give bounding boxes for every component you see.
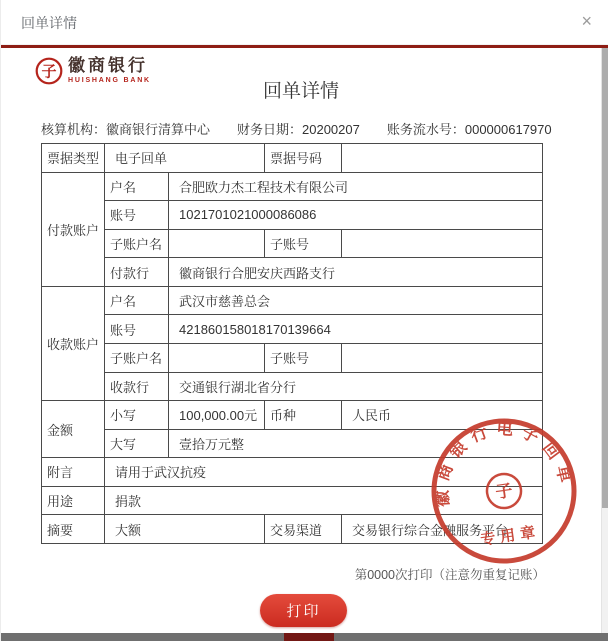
meta-serial-number: 账务流水号：000000617970 [386, 122, 552, 137]
bank-name-en: HUISHANG BANK [68, 77, 151, 84]
payee-group-label: 收款账户 [42, 286, 105, 400]
payee-account-label: 账号 [105, 315, 169, 344]
summary-label: 摘要 [42, 515, 105, 544]
payee-subaccount-value [342, 343, 543, 372]
header-accent-line [1, 45, 608, 48]
stamp-bottom-text: 专用章 [479, 523, 542, 549]
payer-subname-label: 子账户名 [105, 229, 169, 258]
payee-subname-label: 子账户名 [105, 343, 169, 372]
purpose-value: 捐款 [105, 486, 543, 515]
table-row [42, 229, 543, 258]
payee-bank-value: 交通银行湖北省分行 [169, 372, 543, 401]
stamp-arc-text: 徽商银行电子回单 [432, 419, 576, 508]
stamp-center-logo-icon: 子 [494, 480, 514, 503]
payee-name-value: 武汉市慈善总会 [169, 286, 543, 315]
payer-subaccount-label: 子账号 [265, 229, 342, 258]
print-count-note: 第0000次打印（注意勿重复记账） [354, 568, 545, 582]
table-row [42, 201, 543, 230]
print-button[interactable]: 打印 [260, 594, 347, 627]
channel-label: 交易渠道 [265, 515, 342, 544]
payee-name-label: 户名 [105, 286, 169, 315]
payer-subaccount-value [342, 229, 543, 258]
meta-finance-date: 财务日期：20200207 [237, 122, 360, 137]
meta-accounting-org: 核算机构：徽商银行清算中心 [41, 122, 211, 137]
payee-account-value: 421860158018170139664 [169, 315, 543, 344]
postscript-value: 请用于武汉抗疫 [105, 458, 543, 487]
table-row [42, 429, 543, 458]
table-row [42, 515, 543, 544]
amount-group-label: 金额 [42, 401, 105, 458]
payer-group-label: 付款账户 [42, 172, 105, 286]
payer-account-label: 账号 [105, 201, 169, 230]
summary-value: 大额 [105, 515, 265, 544]
amount-upper-label: 大写 [105, 429, 169, 458]
table-row [42, 258, 543, 287]
table-row [42, 372, 543, 401]
bank-name: 徽商银行 [68, 56, 148, 75]
bill-type-label: 票据类型 [42, 144, 105, 173]
table-row [42, 343, 543, 372]
payer-name-value: 合肥欧力杰工程技术有限公司 [169, 172, 543, 201]
postscript-label: 附言 [42, 458, 105, 487]
table-row [42, 315, 543, 344]
payer-name-label: 户名 [105, 172, 169, 201]
amount-lower-label: 小写 [105, 401, 169, 430]
purpose-label: 用途 [42, 486, 105, 515]
table-row [42, 286, 543, 315]
bill-no-label: 票据号码 [265, 144, 342, 173]
close-icon[interactable]: × [581, 11, 592, 31]
table-row [42, 144, 543, 173]
amount-lower-value: 100,000.00元 [169, 401, 265, 430]
table-row [42, 401, 543, 430]
table-row [42, 486, 543, 515]
currency-label: 币种 [265, 401, 342, 430]
payer-bank-label: 付款行 [105, 258, 169, 287]
table-row [42, 172, 543, 201]
payer-subname-value [169, 229, 265, 258]
receipt-table [41, 143, 543, 544]
bill-type-value: 电子回单 [105, 144, 265, 173]
dialog-header [1, 0, 608, 45]
payer-bank-value: 徽商银行合肥安庆西路支行 [169, 258, 543, 287]
vertical-scrollbar[interactable] [601, 48, 608, 633]
amount-upper-value: 壹拾万元整 [169, 429, 543, 458]
payee-subaccount-label: 子账号 [265, 343, 342, 372]
payee-subname-value [169, 343, 265, 372]
dialog-title: 回单详情 [21, 15, 77, 31]
payee-bank-label: 收款行 [105, 372, 169, 401]
receipt-meta [41, 119, 552, 138]
channel-value: 交易银行综合金融服务平台 [342, 515, 543, 544]
bill-no-value [342, 144, 543, 173]
page-title: 回单详情 [262, 81, 339, 102]
scrollbar-thumb[interactable] [602, 48, 608, 508]
payer-account-value: 1021701021000086086 [169, 201, 543, 230]
bottom-page-edge-red-segment [284, 633, 334, 641]
currency-value: 人民币 [342, 401, 543, 430]
svg-text:子: 子 [41, 63, 57, 81]
table-row [42, 458, 543, 487]
bottom-page-edge [1, 633, 608, 641]
